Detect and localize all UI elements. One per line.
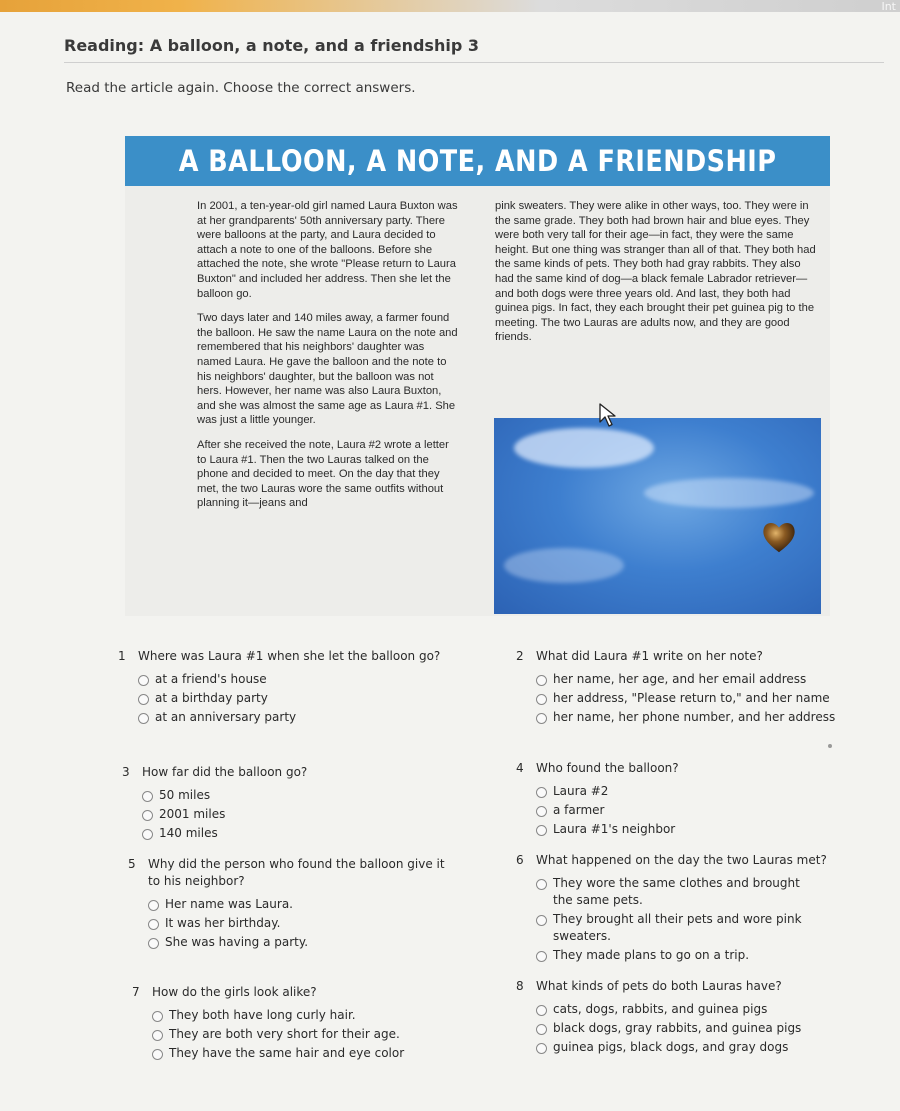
article-paragraph: pink sweaters. They were alike in other ways, too. They were in the same grade. They both had brown hair and blue eyes. They were both very tall for their age—in fact, they were the same height. But one thing was stranger than all of that. They both had the same kinds of pets. They both had gray rabbits. They also had the same kind of dog—a black female Labrador retriever—and both dogs were three years old. And last, they both had guinea pigs. In fact, they each brought their pet guinea pig to the meeting. The two Lauras are adults now, and they are good friends. [495, 200, 816, 344]
radio-button[interactable] [536, 806, 547, 817]
radio-button[interactable] [152, 1030, 163, 1041]
answer-option[interactable]: 50 miles [142, 787, 482, 804]
article-paragraph: In 2001, a ten-year-old girl named Laura Buxton was at her grandparents' 50th anniversary party. There were balloons at the party, and Laura decided to attach a note to one of the balloons. Before she attached the note, she wrote "Please return to Laura Buxton" and included her address. Then she let the balloon go. [197, 200, 458, 300]
question-3: 3 How far did the balloon go? 50 miles 2001 miles 140 miles [122, 764, 482, 844]
radio-button[interactable] [138, 713, 149, 724]
answer-option[interactable]: She was having a party. [148, 934, 468, 951]
answer-option[interactable]: They have the same hair and eye color [152, 1045, 492, 1062]
answer-option[interactable]: Her name was Laura. [148, 896, 468, 913]
question-2: 2 What did Laura #1 write on her note? her name, her age, and her email address her address, "Please return to," and her name her name, her phone number, and her address [516, 648, 876, 728]
answer-option[interactable]: Laura #2 [536, 783, 876, 800]
article-left-column [197, 199, 459, 521]
title-divider [64, 62, 884, 63]
question-1: 1 Where was Laura #1 when she let the balloon go? at a friend's house at a birthday party at an anniversary party [118, 648, 478, 728]
radio-button[interactable] [138, 675, 149, 686]
radio-button[interactable] [536, 787, 547, 798]
article-paragraph: After she received the note, Laura #2 wrote a letter to Laura #1. Then the two Lauras talked on the phone and decided to meet. On the day that they met, the two Lauras wore the same outfits without planning it—jeans and [197, 438, 449, 510]
question-text: What did Laura #1 write on her note? [536, 649, 763, 663]
article-paragraph: Two days later and 140 miles away, a farmer found the balloon. He saw the name Laura on the note and remembered that his neighbors' daughter was named Laura. He gave the balloon and the note to his neighbors' daughter, but the balloon was not hers. However, her name was also Laura Buxton, and she was almost the same age as Laura #1. She was just a little younger. [197, 312, 458, 427]
radio-button[interactable] [148, 919, 159, 930]
radio-button[interactable] [138, 694, 149, 705]
answer-option[interactable]: her name, her age, and her email address [536, 671, 876, 688]
radio-button[interactable] [536, 1024, 547, 1035]
answer-option[interactable]: a farmer [536, 802, 876, 819]
question-text: How do the girls look alike? [152, 985, 317, 999]
answer-option[interactable]: It was her birthday. [148, 915, 468, 932]
question-text: Who found the balloon? [536, 761, 679, 775]
article-body [125, 186, 830, 616]
answer-option[interactable]: at a friend's house [138, 671, 478, 688]
article-headline-banner [125, 136, 830, 186]
question-6: 6 What happened on the day the two Lauras met? They wore the same clothes and brought the same pets. They brought all their pets and wore pink sweaters. They made plans to go on a trip. [516, 853, 827, 962]
answer-option[interactable]: at an anniversary party [138, 709, 478, 726]
answer-option[interactable]: guinea pigs, black dogs, and gray dogs [536, 1039, 876, 1056]
stray-mark [828, 744, 832, 748]
radio-button[interactable] [536, 825, 547, 836]
top-accent-bar [0, 0, 900, 12]
radio-button[interactable] [152, 1011, 163, 1022]
question-text: Where was Laura #1 when she let the balloon go? [138, 649, 441, 663]
question-text: Why did the person who found the balloon give it to his neighbor? [148, 857, 445, 888]
radio-button[interactable] [142, 791, 153, 802]
radio-button[interactable] [536, 915, 547, 926]
radio-button[interactable] [536, 675, 547, 686]
question-text: What kinds of pets do both Lauras have? [536, 979, 782, 993]
answer-option[interactable]: They are both very short for their age. [152, 1026, 492, 1043]
radio-button[interactable] [536, 879, 547, 890]
answer-option[interactable]: her address, "Please return to," and her name [536, 690, 876, 707]
question-text: How far did the balloon go? [142, 765, 308, 779]
article-headline: A BALLOON, A NOTE, AND A FRIENDSHIP [178, 144, 777, 178]
corner-label: Int [881, 0, 896, 13]
answer-option[interactable]: They wore the same clothes and brought the same pets. [536, 875, 816, 909]
radio-button[interactable] [536, 713, 547, 724]
answer-option[interactable]: 140 miles [142, 825, 482, 842]
question-4: 4 Who found the balloon? Laura #2 a farmer Laura #1's neighbor [516, 760, 876, 840]
page-title: Reading: A balloon, a note, and a friendship 3 [64, 36, 479, 55]
balloon-photo [494, 418, 821, 614]
radio-button[interactable] [536, 1005, 547, 1016]
radio-button[interactable] [536, 951, 547, 962]
question-7: 7 How do the girls look alike? They both have long curly hair. They are both very short for their age. They have the same hair and eye color [132, 984, 492, 1064]
radio-button[interactable] [148, 900, 159, 911]
radio-button[interactable] [152, 1049, 163, 1060]
answer-option[interactable]: They brought all their pets and wore pink sweaters. [536, 911, 816, 945]
answer-option[interactable]: at a birthday party [138, 690, 478, 707]
answer-option[interactable]: cats, dogs, rabbits, and guinea pigs [536, 1001, 876, 1018]
instructions: Read the article again. Choose the correct answers. [66, 80, 416, 96]
answer-option[interactable]: her name, her phone number, and her address [536, 709, 876, 726]
answer-option[interactable]: 2001 miles [142, 806, 482, 823]
radio-button[interactable] [142, 810, 153, 821]
article-right-column [495, 199, 820, 355]
radio-button[interactable] [536, 694, 547, 705]
question-5: 5 Why did the person who found the balloon give it to his neighbor? Her name was Laura. It was her birthday. She was having a party. [128, 856, 468, 953]
question-8: 8 What kinds of pets do both Lauras have? cats, dogs, rabbits, and guinea pigs black dogs, gray rabbits, and guinea pigs guinea pigs, black dogs, and gray dogs [516, 978, 876, 1058]
radio-button[interactable] [142, 829, 153, 840]
mouse-cursor-icon [598, 402, 620, 428]
heart-balloon-icon [760, 518, 798, 556]
radio-button[interactable] [148, 938, 159, 949]
answer-option[interactable]: They made plans to go on a trip. [536, 947, 816, 964]
answer-option[interactable]: They both have long curly hair. [152, 1007, 492, 1024]
answer-option[interactable]: Laura #1's neighbor [536, 821, 876, 838]
question-text: What happened on the day the two Lauras met? [536, 853, 827, 867]
answer-option[interactable]: black dogs, gray rabbits, and guinea pigs [536, 1020, 876, 1037]
radio-button[interactable] [536, 1043, 547, 1054]
